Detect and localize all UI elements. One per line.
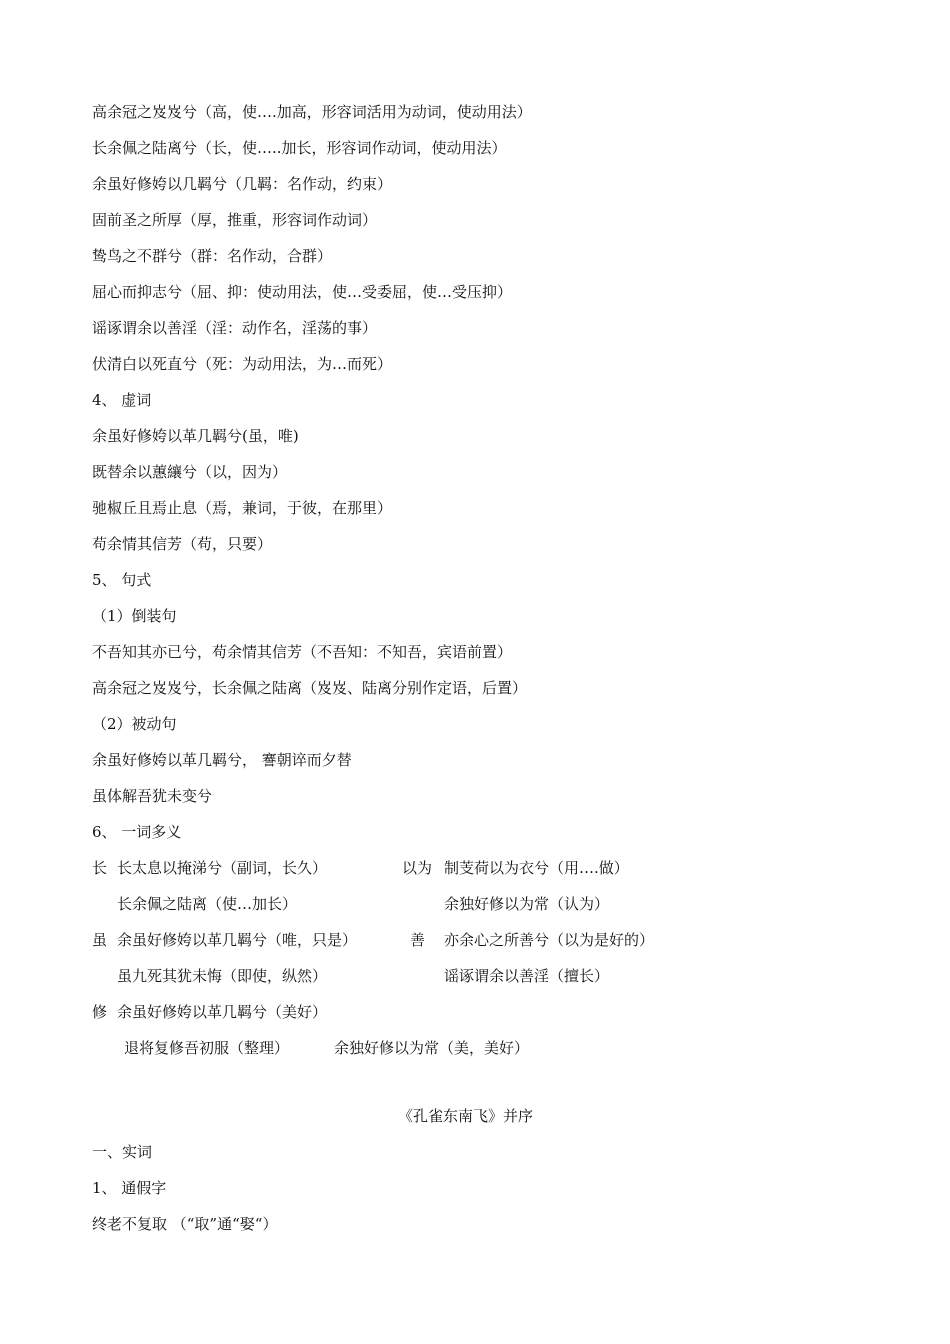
- text-line: 余虽好修姱以几羁兮（几羁：名作动，约束）: [92, 175, 393, 193]
- polysemy-entry: 余虽好修姱以革几羁兮（美好）: [117, 1003, 328, 1021]
- text-line: 鸷鸟之不群兮（群：名作动，合群）: [92, 247, 333, 265]
- polysemy-entry: 制芰荷以为衣兮（用….做）: [444, 859, 629, 877]
- polysemy-entry: 亦余心之所善兮（以为是好的）: [444, 931, 655, 949]
- polysemy-entry: 余独好修以为常（认为）: [444, 895, 610, 913]
- text-line: 固前圣之所厚（厚，推重，形容词作动词）: [92, 211, 378, 229]
- subsection-heading: （1）倒装句: [92, 607, 177, 625]
- text-line: 屈心而抑志兮（屈、抑：使动用法，使…受委屈，使…受压抑）: [92, 283, 513, 301]
- polysemy-entry: 余虽好修姱以革几羁兮（唯，只是）: [117, 931, 358, 949]
- text-line: 既替余以蕙纕兮（以，因为）: [92, 463, 288, 481]
- text-line: 虽体解吾犹未变兮: [92, 787, 213, 805]
- text-line: 余虽好修姱以革几羁兮(虽，唯): [92, 427, 299, 445]
- subsection-heading: （2）被动句: [92, 715, 177, 733]
- polysemy-entry: 长太息以掩涕兮（副词，长久）: [117, 859, 328, 877]
- text-line: 苟余情其信芳（苟，只要）: [92, 535, 273, 553]
- polysemy-entry: 退将复修吾初服（整理）: [124, 1039, 290, 1057]
- polysemy-entry: 长余佩之陆离（使…加长）: [117, 895, 298, 913]
- polysemy-entry: 虽九死其犹未悔（即使，纵然）: [117, 967, 328, 985]
- text-line: 余虽好修姱以革几羁兮， 謇朝谇而夕替: [92, 751, 352, 769]
- section-heading: 1、 通假字: [92, 1179, 167, 1197]
- text-line: 不吾知其亦已兮，苟余情其信芳（不吾知：不知吾，宾语前置）: [92, 643, 513, 661]
- polysemy-key: 修: [92, 1003, 108, 1021]
- text-line: 伏清白以死直兮（死：为动用法，为…而死）: [92, 355, 393, 373]
- polysemy-key: 长: [92, 859, 108, 877]
- section-heading: 4、 虚词: [92, 391, 152, 409]
- text-line: 终老不复取 （“取”通“娶“）: [92, 1215, 278, 1233]
- section-heading: 6、 一词多义: [92, 823, 182, 841]
- polysemy-key: 以为: [402, 859, 433, 877]
- polysemy-entry: 余独好修以为常（美，美好）: [334, 1039, 530, 1057]
- text-line: 长余佩之陆离兮（长，使…..加长，形容词作动词，使动用法）: [92, 139, 507, 157]
- text-line: 高余冠之岌岌兮（高，使….加高，形容词活用为动词，使动用法）: [92, 103, 532, 121]
- section-heading: 5、 句式: [92, 571, 152, 589]
- section-heading: 一、实词: [92, 1143, 153, 1161]
- text-line: 谣诼谓余以善淫（淫：动作名，淫荡的事）: [92, 319, 378, 337]
- section-title: 《孔雀东南飞》并序: [398, 1107, 534, 1125]
- polysemy-key: 善: [410, 931, 426, 949]
- polysemy-entry: 谣诼谓余以善淫（擅长）: [444, 967, 610, 985]
- text-line: 驰椒丘且焉止息（焉，兼词，于彼，在那里）: [92, 499, 393, 517]
- text-line: 高余冠之岌岌兮，长余佩之陆离（岌岌、陆离分别作定语，后置）: [92, 679, 528, 697]
- polysemy-key: 虽: [92, 931, 108, 949]
